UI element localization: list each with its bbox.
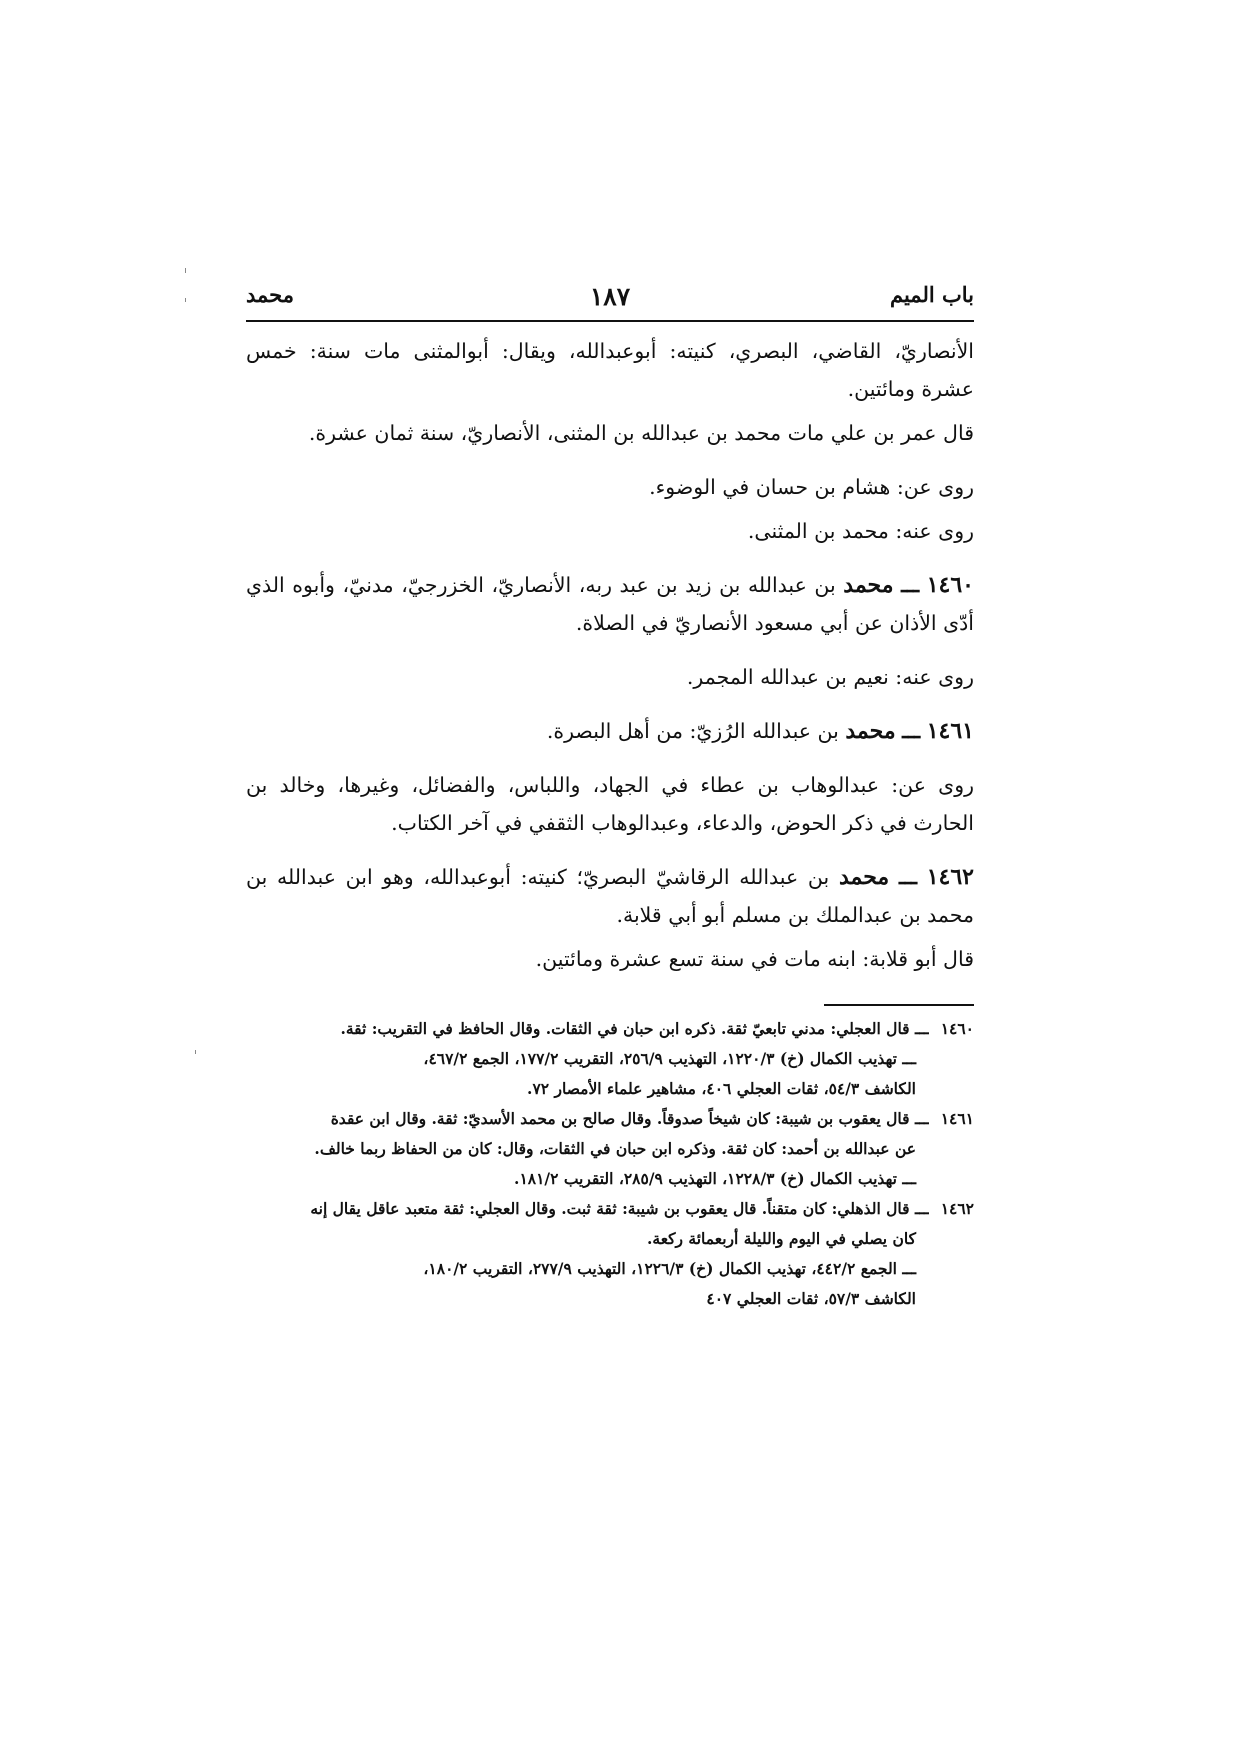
entry-dash: ـــ bbox=[901, 573, 920, 597]
footnote-line: كان يصلي في اليوم والليلة أربعمائة ركعة. bbox=[646, 1229, 916, 1248]
paragraph: روى عن: هشام بن حسان في الوضوء. bbox=[649, 475, 974, 499]
paragraph: قال أبو قلابة: ابنه مات في سنة تسع عشرة ومائتين. bbox=[535, 947, 974, 971]
paragraph: روى عن: عبدالوهاب بن عطاء في الجهاد، واللباس، والفضائل، وغيرها، وخالد بن الحارث في ذكر الحوض، والدعاء، وعبدالوهاب الثقفي في آخر الكتاب. bbox=[246, 773, 974, 835]
footnote-line bbox=[246, 1104, 974, 1134]
running-header bbox=[246, 280, 974, 322]
footnotes bbox=[246, 1014, 974, 1314]
margin-speck bbox=[185, 298, 186, 302]
margin-speck bbox=[185, 268, 186, 273]
entry-text: بن عبدالله بن زيد بن عبد ربه، الأنصاريّ، الخزرجيّ، مدنيّ، وأبوه الذي أدّى الأذان عن أبي مسعود الأنصاريّ في الصلاة. bbox=[246, 573, 974, 635]
chapter-title: باب الميم bbox=[889, 282, 974, 307]
footnote-line: ـــ الجمع ٤٤٢/٢، تهذيب الكمال (خ) ١٢٢٦/٣، التهذيب ٢٧٧/٩، التقريب ١٨٠/٢، bbox=[423, 1259, 916, 1278]
page-number: ١٨٧ bbox=[589, 282, 631, 311]
entry-number: ١٤٦١ bbox=[926, 718, 974, 744]
footnote-number: ١٤٦٠ bbox=[940, 1019, 974, 1038]
footnote-line: الكاشف ٥٤/٣، ثقات العجلي ٤٠٦، مشاهير علماء الأمصار ٧٢. bbox=[527, 1079, 916, 1098]
book-page bbox=[246, 280, 974, 1314]
footnote-line: عن عبدالله بن أحمد: كان ثقة. وذكره ابن حبان في الثقات، وقال: كان من الحفاظ ربما خالف. bbox=[314, 1139, 916, 1158]
footnote-line: ـــ تهذيب الكمال (خ) ١٢٢٨/٣، التهذيب ٢٨٥/٩، التقريب ١٨١/٢. bbox=[514, 1169, 916, 1188]
footnote-text: ـــ قال يعقوب بن شيبة: كان شيخاً صدوقاً. وقال صالح بن محمد الأسديّ: ثقة. وقال ابن عقدة bbox=[330, 1109, 929, 1128]
running-title: محمد bbox=[246, 282, 294, 307]
entry-dash: ـــ bbox=[898, 865, 917, 889]
footnote-line bbox=[246, 1194, 974, 1224]
entry-1461 bbox=[246, 712, 974, 750]
entry-number: ١٤٦٠ bbox=[926, 572, 974, 598]
footnote-line bbox=[246, 1014, 974, 1044]
footnote-line: الكاشف ٥٧/٣، ثقات العجلي ٤٠٧ bbox=[706, 1289, 916, 1308]
footnote-text: ـــ قال الذهلي: كان متقناً. قال يعقوب بن شيبة: ثقة ثبت. وقال العجلي: ثقة متعبد عاقل يقال إنه bbox=[310, 1199, 929, 1218]
entry-number: ١٤٦٢ bbox=[926, 864, 974, 890]
entry-name: محمد bbox=[845, 718, 896, 744]
footnote-number: ١٤٦١ bbox=[940, 1109, 974, 1128]
footnote-rule bbox=[824, 1004, 974, 1006]
entry-text: بن عبدالله الرُزيّ: من أهل البصرة. bbox=[546, 719, 839, 743]
margin-speck bbox=[195, 1050, 196, 1054]
entry-name: محمد bbox=[838, 864, 890, 890]
entry-name: محمد bbox=[843, 572, 894, 598]
entry-text: بن عبدالله الرقاشيّ البصريّ؛ كنيته: أبوعبدالله، وهو ابن عبدالله بن محمد بن عبدالملك بن مسلم أبو أبي قلابة. bbox=[246, 865, 974, 927]
paragraph: قال عمر بن علي مات محمد بن عبدالله بن المثنى، الأنصاريّ، سنة ثمان عشرة. bbox=[308, 421, 974, 445]
paragraph: الأنصاريّ، القاضي، البصري، كنيته: أبوعبدالله، ويقال: أبوالمثنى مات سنة: خمس عشرة ومائتين. bbox=[246, 339, 974, 401]
paragraph: روى عنه: محمد بن المثنى. bbox=[747, 519, 974, 543]
footnote-line: ـــ تهذيب الكمال (خ) ١٢٢٠/٣، التهذيب ٢٥٦/٩، التقريب ١٧٧/٢، الجمع ٤٦٧/٢، bbox=[423, 1049, 916, 1068]
entry-1462 bbox=[246, 858, 974, 934]
footnote-number: ١٤٦٢ bbox=[940, 1199, 974, 1218]
entry-1460 bbox=[246, 566, 974, 642]
main-text bbox=[246, 332, 974, 978]
paragraph: روى عنه: نعيم بن عبدالله المجمر. bbox=[686, 665, 974, 689]
footnote-text: ـــ قال العجلي: مدني تابعيّ ثقة. ذكره ابن حبان في الثقات. وقال الحافظ في التقريب: ثقة. bbox=[340, 1019, 929, 1038]
entry-dash: ـــ bbox=[902, 719, 921, 743]
